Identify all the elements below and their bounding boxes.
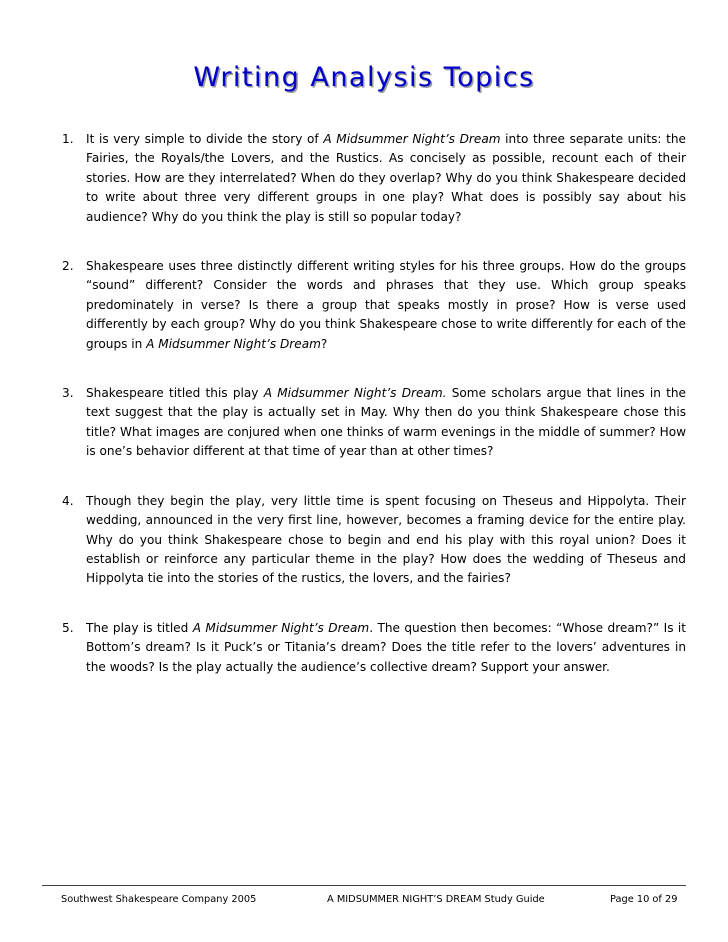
topic-text [86, 130, 686, 227]
play-title-italic: A Midsummer Night’s Dream [323, 132, 501, 146]
topic-list [62, 130, 686, 707]
topic-text-segment: The play is titled [86, 620, 193, 635]
topic-text-segment: ? [320, 336, 328, 351]
topic-item [62, 384, 686, 462]
play-title-italic: A Midsummer Night’s Dream [146, 336, 321, 351]
topic-number: 3. [62, 386, 74, 401]
topic-number: 5. [62, 620, 74, 635]
footer-page-number: Page 10 of 29 [610, 894, 678, 905]
topic-number: 1. [62, 132, 74, 146]
play-title-italic: A Midsummer Night’s Dream [192, 620, 370, 635]
topic-number: 4. [62, 493, 74, 508]
play-title-italic: A Midsummer Night’s Dream. [263, 386, 447, 401]
footer-divider [42, 885, 686, 886]
footer-organization: Southwest Shakespeare Company 2005 [61, 894, 257, 905]
page-title: Writing Analysis Topics [193, 62, 535, 93]
topic-text-segment: Shakespeare uses three distinctly different writing styles for his three groups. How do the groups “sound” different? Consider the words and phrases that they use. Which group speaks predominately in verse? Is there a group that speaks mostly in prose? How is verse used differently by each group? Why do you think Shakespeare chose to write differently for each of the groups in [86, 259, 686, 351]
topic-item [62, 130, 686, 227]
topic-item [62, 619, 686, 677]
topic-text [86, 619, 686, 677]
topic-text-segment: . The question then becomes: “Whose dream?” Is it Bottom’s dream? Is it Puck’s or Titania’s dream? Does the title refer to the lovers’ adventures in the woods? Is the play actually the audience’s collective dream? Support your answer. [86, 620, 686, 674]
topic-text [86, 257, 686, 354]
topic-text-segment: Some scholars argue that lines in the text suggest that the play is actually set in May. Why then do you think Shakespeare chose this title? What images are conjured when one thinks of warm evenings in the middle of summer? How is one’s behavior different at that time of year than at other times? [86, 386, 686, 459]
topic-text [86, 384, 686, 462]
topic-text-segment: Though they begin the play, very little time is spent focusing on Theseus and Hippolyta. Their wedding, announced in the very first line, however, becomes a framing device for the entire play. Why do you think Shakespeare chose to begin and end his play with this royal union? Does it establish or reinforce any particular theme in the play? How does the wedding of Theseus and Hippolyta tie into the stories of the rustics, the lovers, and the fairies? [86, 493, 686, 586]
topic-text [86, 492, 686, 589]
topic-number: 2. [62, 259, 74, 274]
topic-item [62, 257, 686, 354]
footer-document-title: A MIDSUMMER NIGHT’S DREAM Study Guide [327, 894, 545, 905]
topic-text-segment: into three separate units: the Fairies, the Royals/the Lovers, and the Rustics. As concisely as possible, recount each of their stories. How are they interrelated? When do they overlap? Why do you think Shakespeare decided to write about three very different groups in one play? What does is possibly say about his audience? Why do you think the play is still so popular today? [86, 132, 686, 224]
topic-text-segment: It is very simple to divide the story of [86, 132, 324, 146]
topic-text-segment: Shakespeare titled this play [86, 386, 264, 401]
topic-item [62, 492, 686, 589]
